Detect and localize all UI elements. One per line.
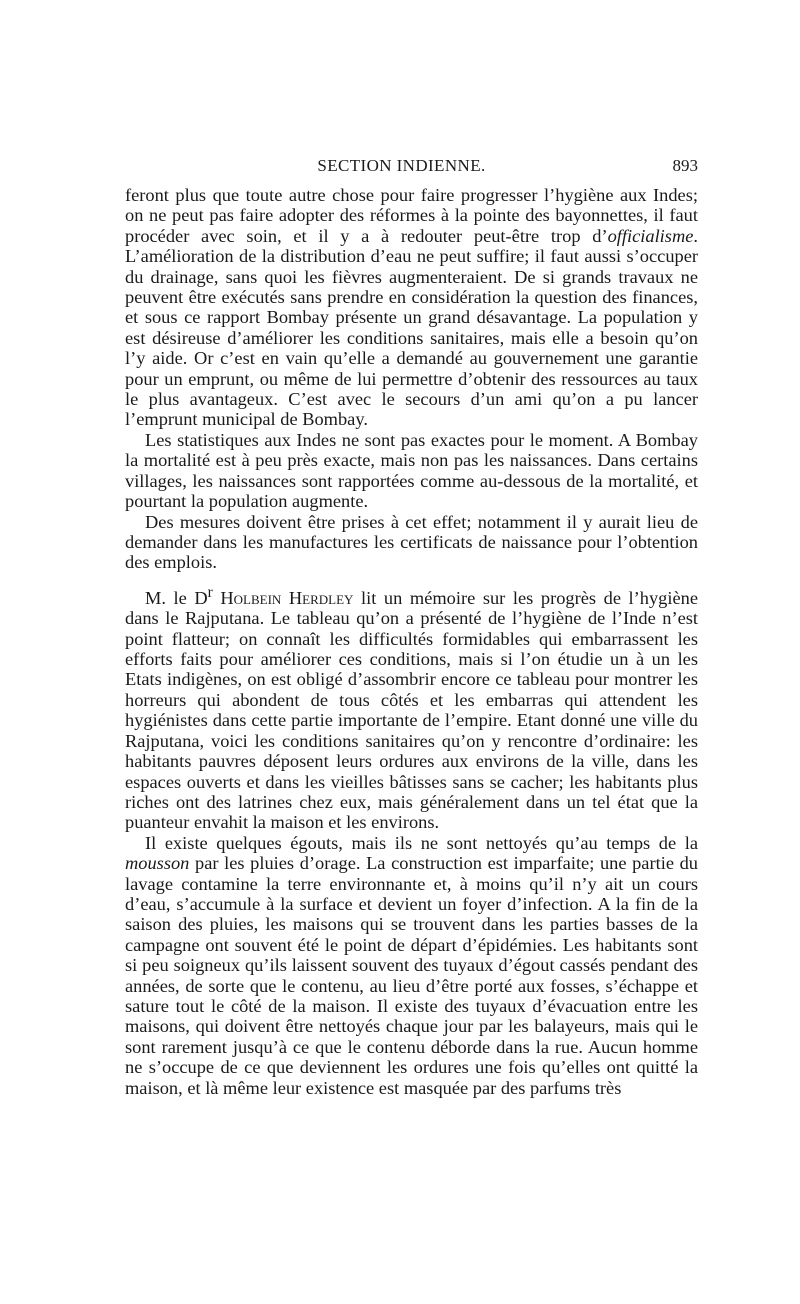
paragraph-bombay-hygiene [125, 185, 698, 430]
text-segment: . L’amélioration de la distribution d’eau ne peut suffire; il faut aussi s’occuper du drainage, sans quoi les fièvres augmenteraient. De si grands travaux ne peuvent être exécutés sans prendre en considération la question des finances, et sous ce rapport Bombay présente un grand désavantage. La population y est désireuse d’améliorer les conditions sanitaires, mais elle a besoin qu’on l’y aide. Or c’est en vain qu’elle a demandé au gouvernement une garantie pour un emprunt, ou même de lui permettre d’obtenir des ressources au taux le plus avantageux. C’est avec le secours d’un ami qu’on a pu lancer l’emprunt municipal de Bombay. [125, 225, 698, 430]
text-segment: lit un mémoire sur les progrès de l’hygiène dans le Rajputana. Le tableau qu’on a présenté de l’hygiène de l’Inde n’est point flatteur; on connaît les difficultés formidables qui embarrassent les efforts faits pour améliorer ces conditions, mais si l’on étudie un à un les Etats indigènes, on est obligé d’assombrir encore ce tableau pour montrer les horreurs qui abondent de tous côtés et les embarras qui attendent les hygiénistes dans cette partie importante de l’empire. Etant donné une ville du Rajputana, voici les conditions sanitaires qu’on y rencontre d’ordinaire: les habitants pauvres déposent leurs ordures aux environs de la ville, dans les espaces ouverts et dans les vieilles bâtisses sans se cacher; les habitants plus riches ont des latrines chez eux, mais généralement dans un tel état que la puanteur envahit la maison et les environs. [125, 587, 699, 833]
italic-term-officialisme: officialisme [607, 225, 694, 246]
italic-term-mousson: mousson [125, 853, 190, 874]
paragraph-statistics [125, 430, 698, 512]
text-segment: feront plus que toute autre chose pour faire progresser l’hygiène aux Indes; on ne peut pas faire adopter des réformes à la pointe des bayonnettes, il faut procéder avec soin, et il y a à redouter peut-être trop d’ [125, 185, 698, 246]
page-number: 893 [672, 156, 698, 175]
text-segment: par les pluies d’orage. La construction est imparfaite; une partie du lavage contamine la terre environnante et, à moins qu’il n’y ait un cours d’eau, s’accumule à la surface et devient un foyer d’infection. A la fin de la saison des pluies, les maisons qui se trouvent dans les parties basses de la campagne ont souvent été le point de départ d’épidémies. Les habitants sont si peu soigneux qu’ils laissent souvent des tuyaux d’égout cassés pendant des années, de sorte que le contenu, au lieu d’être porté aux fosses, s’échappe et sature tout le côté de la maison. Il existe des tuyaux d’évacuation entre les maisons, qui doivent être nettoyés chaque jour par les balayeurs, mais qui le sont rarement jusqu’à ce que le contenu déborde dans la rue. Aucun homme ne s’occupe de ce que deviennent les ordures une fois qu’elles ont quitté la maison, et là même leur existence est masquée par des parfums très [125, 853, 698, 1098]
running-head [125, 156, 698, 180]
superscript-r: r [207, 583, 213, 601]
paragraph-sewers [125, 833, 698, 1098]
running-title: SECTION INDIENNE. [317, 156, 486, 175]
text-segment: M. le D [145, 587, 208, 608]
text-segment: Il existe quelques égouts, mais ils ne sont nettoyés qu’au temps de la [145, 832, 698, 853]
author-name: Holbein Herdley [220, 587, 354, 608]
paragraph-herdley-memoir [125, 583, 698, 833]
text-segment: Les statistiques aux Indes ne sont pas exactes pour le moment. A Bombay la mortalité est à peu près exacte, mais non pas les naissances. Dans certains villages, les naissances sont rapportées comme au-dessous de la mortalité, et pourtant la population augmente. [125, 429, 698, 512]
paragraph-measures [125, 512, 698, 573]
body-text [125, 185, 698, 1098]
text-segment: Des mesures doivent être prises à cet effet; notamment il y aurait lieu de demander dans les manufactures les certificats de naissance pour l’obtention des emplois. [125, 511, 698, 573]
